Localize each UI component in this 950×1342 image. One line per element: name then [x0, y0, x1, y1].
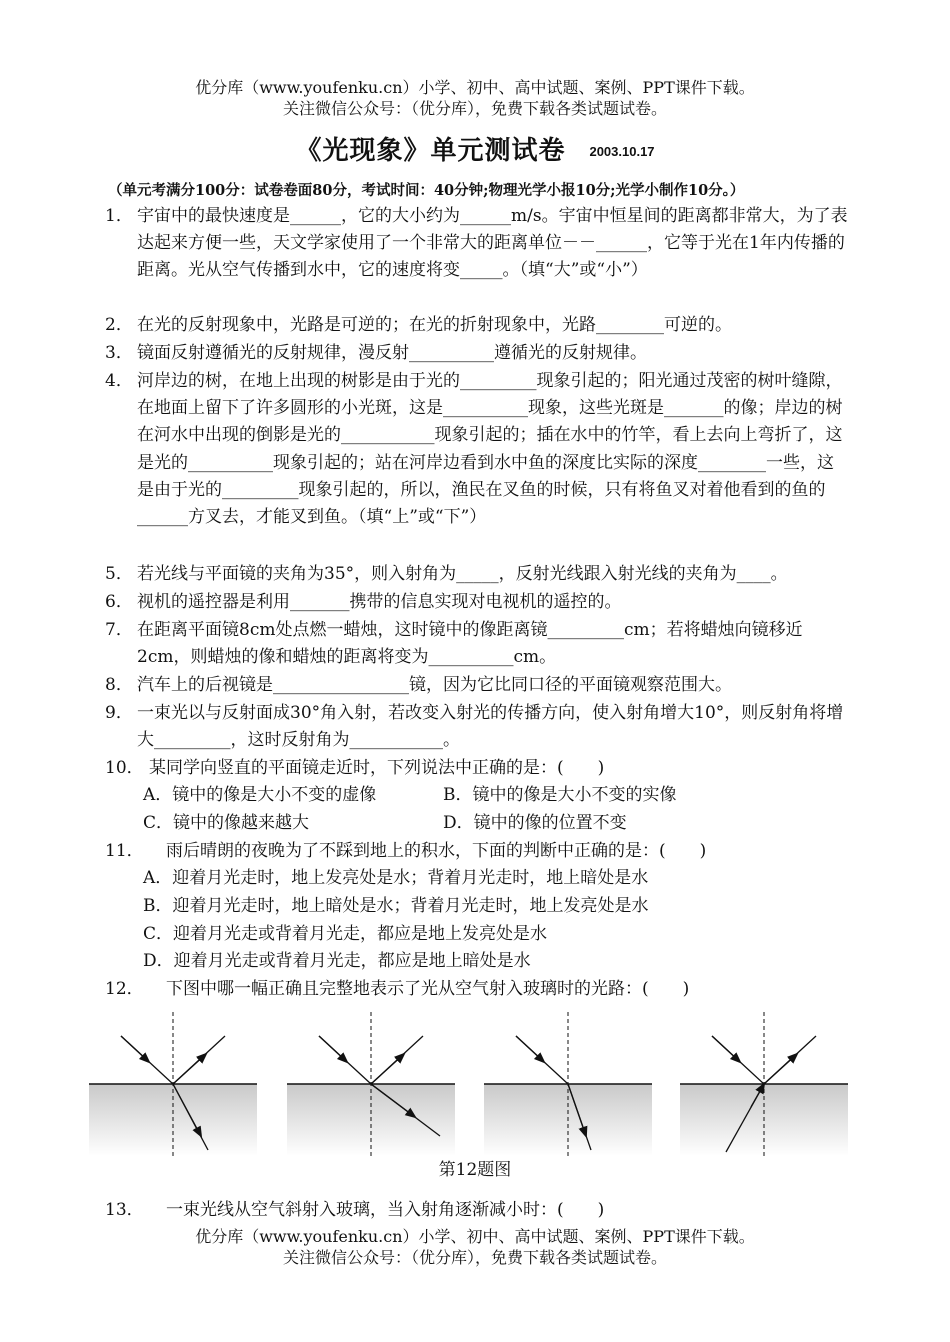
- question-7: [105, 617, 850, 671]
- question-text: 在光的反射现象中，光路是可逆的；在光的折射现象中，光路________可逆的。: [137, 315, 732, 335]
- question-number: 2．: [105, 315, 133, 335]
- question-2: [105, 312, 850, 339]
- question-number: 9．: [105, 703, 133, 723]
- question-text: 汽车上的后视镜是________________镜，因为它比同口径的平面镜观察范围大。: [137, 675, 732, 695]
- q10-option-a: A．镜中的像是大小不变的虚像: [143, 785, 377, 805]
- question-text: 视机的遥控器是利用_______携带的信息实现对电视机的遥控的。: [137, 592, 622, 612]
- question-9: [105, 700, 850, 754]
- page-title-block: [0, 130, 950, 167]
- question-text: 在距离平面镜8cm处点燃一蜡烛，这时镜中的像距离镜_________cm；若将蜡烛向镜移近2cm，则蜡烛的像和蜡烛的距离将变为__________cm。: [137, 620, 803, 668]
- figure-caption: 第12题图: [438, 1160, 512, 1180]
- figure-panel-c: [484, 1012, 652, 1156]
- question-5: [105, 561, 850, 588]
- question-3: [105, 340, 850, 367]
- question-number: 6．: [105, 592, 133, 612]
- question-number: 5．: [105, 564, 133, 584]
- question-text: 下图中哪一幅正确且完整地表示了光从空气射入玻璃时的光路：( ): [149, 979, 690, 999]
- question-13: [105, 1197, 850, 1224]
- question-number: 3．: [105, 343, 133, 363]
- question-text: 镜面反射遵循光的反射规律，漫反射__________遵循光的反射规律。: [137, 343, 647, 363]
- exam-subtitle: （单元考满分100分：试卷卷面80分，考试时间：40分钟;物理光学小报10分;光学小制作10分。）: [108, 182, 745, 199]
- q10-option-b: B．镜中的像是大小不变的实像: [443, 785, 677, 805]
- question-10: [105, 755, 850, 782]
- q11-option-a: A．迎着月光走时，地上发亮处是水；背着月光走时，地上暗处是水: [143, 868, 649, 888]
- question-number: 7．: [105, 620, 133, 640]
- question-number: 12．: [105, 979, 144, 999]
- question-text: 某同学向竖直的平面镜走近时，下列说法中正确的是：( ): [149, 758, 605, 778]
- question-text: 宇宙中的最快速度是______，它的大小约为______m/s。宇宙中恒星间的距离都非常大，为了表达起来方便一些，天文学家使用了一个非常大的距离单位－－______，它等于光在1年内传播的距离。光从空气传播到水中，它的速度将变_____。（填“大”或“小”）: [137, 206, 848, 281]
- header-line-1: 优分库（www.youfenku.cn）小学、初中、高中试题、案例、PPT课件下载。: [195, 78, 755, 97]
- header-line-2: 关注微信公众号：（优分库），免费下载各类试题试卷。: [282, 99, 667, 118]
- footer-line-2: 关注微信公众号：（优分库），免费下载各类试题试卷。: [282, 1248, 667, 1267]
- question-12: [105, 976, 850, 1003]
- q11-option-d: D．迎着月光走或背着月光走，都应是地上暗处是水: [143, 951, 531, 971]
- question-number: 4．: [105, 371, 133, 391]
- question-number: 10．: [105, 758, 144, 778]
- question-number: 8．: [105, 675, 133, 695]
- question-text: 若光线与平面镜的夹角为35°，则入射角为_____，反射光线跟入射光线的夹角为____。: [137, 564, 788, 584]
- question-number: 11．: [105, 841, 144, 861]
- q10-option-d: D．镜中的像的位置不变: [443, 813, 627, 833]
- question-8: [105, 672, 850, 699]
- question-1: [105, 203, 850, 285]
- q11-option-b: B．迎着月光走时，地上暗处是水；背着月光走时，地上发亮处是水: [143, 896, 649, 916]
- question-6: [105, 589, 850, 616]
- question-4: [105, 368, 850, 531]
- figure-panel-d: [680, 1012, 848, 1156]
- figure-panel-a: [89, 1012, 257, 1156]
- question-number: 13．: [105, 1200, 144, 1220]
- q10-option-c: C．镜中的像越来越大: [143, 813, 310, 833]
- question-number: 1．: [105, 206, 133, 226]
- footer-line-1: 优分库（www.youfenku.cn）小学、初中、高中试题、案例、PPT课件下载。: [195, 1227, 755, 1246]
- question-text: 河岸边的树，在地上出现的树影是由于光的_________现象引起的；阳光通过茂密的树叶缝隙，在地面上留下了许多圆形的小光斑，这是__________现象，这些光斑是_______的像；岸边的树在河水中出现的倒影是光的___________现象引起的；插在水中的竹竿，看上去向上弯折了，这是光的__________现象引起的；站在河岸边看到水中鱼的深度比实际的深度________一些，这是由于光的_________现象引起的，所以，渔民在叉鱼的时候，只有将鱼叉对着他看到的鱼的______方叉去，才能叉到鱼。（填“上”或“下”）: [137, 371, 843, 528]
- question-text: 雨后晴朗的夜晚为了不踩到地上的积水，下面的判断中正确的是：( ): [149, 841, 707, 861]
- question-text: 一束光线从空气斜射入玻璃，当入射角逐渐减小时：( ): [149, 1200, 605, 1220]
- figure-panel-b: [287, 1012, 455, 1156]
- exam-date: 2003.10.17: [589, 144, 655, 159]
- page-title: 《光现象》单元测试卷: [295, 136, 566, 166]
- q11-option-c: C．迎着月光走或背着月光走，都应是地上发亮处是水: [143, 924, 548, 944]
- q12-figure: [0, 1008, 950, 1158]
- question-text: 一束光以与反射面成30°角入射，若改变入射光的传播方向，使入射角增大10°，则反射角将增大_________，这时反射角为___________。: [137, 703, 844, 751]
- question-11: [105, 838, 850, 865]
